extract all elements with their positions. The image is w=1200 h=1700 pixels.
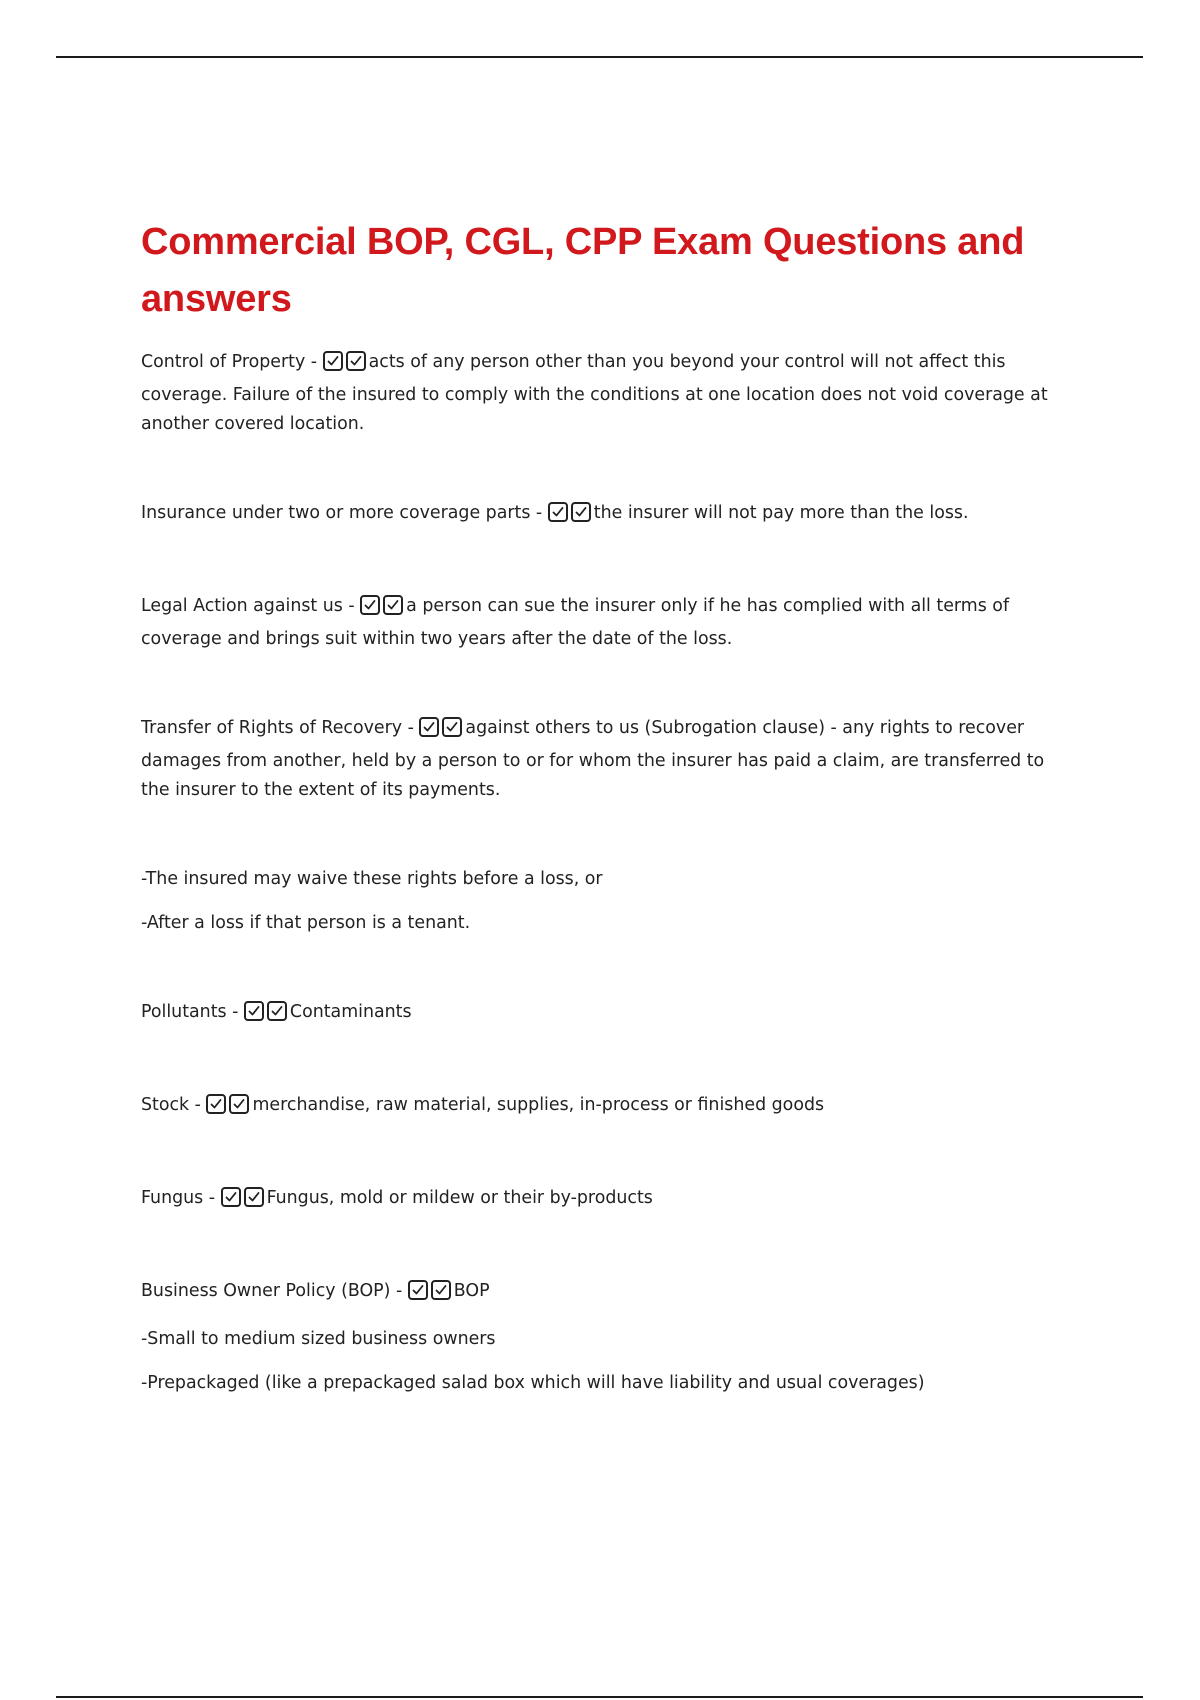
entry-note: -The insured may waive these rights before a loss, or bbox=[141, 869, 603, 889]
entry-term: Transfer of Rights of Recovery bbox=[141, 718, 403, 738]
qa-entry bbox=[141, 499, 1071, 532]
entry-note: -Prepackaged (like a prepackaged salad box which will have liability and usual coverages) bbox=[141, 1373, 925, 1393]
entry-note: -Small to medium sized business owners bbox=[141, 1329, 496, 1349]
checkbox-checked-icon bbox=[267, 1001, 287, 1021]
entry-answer: against others to us (Subrogation clause) - any rights to recover damages from another, held by a person to or for whom the insurer has paid a claim, are transferred to the insurer to the extent of its payments. bbox=[141, 718, 1045, 800]
qa-entry bbox=[141, 1277, 1071, 1310]
entry-term: Business Owner Policy (BOP) bbox=[141, 1281, 391, 1301]
entry-term: Legal Action against us bbox=[141, 596, 343, 616]
check-pair bbox=[360, 595, 406, 625]
checkbox-checked-icon bbox=[431, 1280, 451, 1300]
checkbox-checked-icon bbox=[571, 502, 591, 522]
check-pair bbox=[206, 1094, 252, 1124]
checkbox-checked-icon bbox=[244, 1187, 264, 1207]
checkbox-checked-icon bbox=[419, 717, 439, 737]
checkbox-checked-icon bbox=[244, 1001, 264, 1021]
qa-entry bbox=[141, 592, 1071, 654]
entry-separator: - bbox=[402, 718, 420, 738]
checkbox-checked-icon bbox=[442, 717, 462, 737]
checkbox-checked-icon bbox=[206, 1094, 226, 1114]
checkbox-checked-icon bbox=[383, 595, 403, 615]
check-pair bbox=[244, 1001, 290, 1031]
checkbox-checked-icon bbox=[360, 595, 380, 615]
entry-answer: BOP bbox=[453, 1281, 490, 1301]
entry-answer: a person can sue the insurer only if he has complied with all terms of coverage and brings suit within two years after the date of the loss. bbox=[141, 596, 1010, 649]
entry-separator: - bbox=[189, 1095, 207, 1115]
check-pair bbox=[221, 1187, 267, 1217]
entry-separator: - bbox=[530, 503, 548, 523]
qa-entry bbox=[141, 1184, 1071, 1217]
entry-term: Insurance under two or more coverage parts bbox=[141, 503, 531, 523]
qa-entry bbox=[141, 1091, 1071, 1124]
entry-term: Pollutants bbox=[141, 1002, 227, 1022]
qa-entry bbox=[141, 714, 1071, 805]
checkbox-checked-icon bbox=[323, 351, 343, 371]
checkbox-checked-icon bbox=[221, 1187, 241, 1207]
entry-answer: Fungus, mold or mildew or their by-products bbox=[266, 1188, 653, 1208]
entry-term: Control of Property bbox=[141, 352, 306, 372]
bottom-rule bbox=[56, 1696, 1143, 1698]
qa-entry bbox=[141, 998, 1071, 1031]
check-pair bbox=[548, 502, 594, 532]
entry-separator: - bbox=[390, 1281, 408, 1301]
checkbox-checked-icon bbox=[548, 502, 568, 522]
entry-separator: - bbox=[203, 1188, 221, 1208]
entry-separator: - bbox=[342, 596, 361, 616]
qa-entry bbox=[141, 348, 1071, 439]
check-pair bbox=[408, 1280, 454, 1310]
checkbox-checked-icon bbox=[408, 1280, 428, 1300]
checkbox-checked-icon bbox=[346, 351, 366, 371]
checkbox-checked-icon bbox=[229, 1094, 249, 1114]
check-pair bbox=[419, 717, 465, 747]
document-body bbox=[141, 214, 1071, 1398]
entry-answer: Contaminants bbox=[289, 1002, 412, 1022]
top-rule bbox=[56, 56, 1143, 58]
entry-separator: - bbox=[305, 352, 323, 372]
entry-answer: acts of any person other than you beyond your control will not affect this coverage. Failure of the insured to comply with the conditions at one location does not void coverage at another covered location. bbox=[141, 352, 1048, 434]
entry-note: -After a loss if that person is a tenant. bbox=[141, 913, 471, 933]
entry-answer: the insurer will not pay more than the loss. bbox=[593, 503, 969, 523]
entry-term: Fungus bbox=[141, 1188, 204, 1208]
entry-answer: merchandise, raw material, supplies, in-process or finished goods bbox=[252, 1095, 825, 1115]
check-pair bbox=[323, 351, 369, 381]
entry-separator: - bbox=[226, 1002, 244, 1022]
entry-term: Stock bbox=[141, 1095, 190, 1115]
document-title: Commercial BOP, CGL, CPP Exam Questions and answers bbox=[141, 221, 1025, 320]
